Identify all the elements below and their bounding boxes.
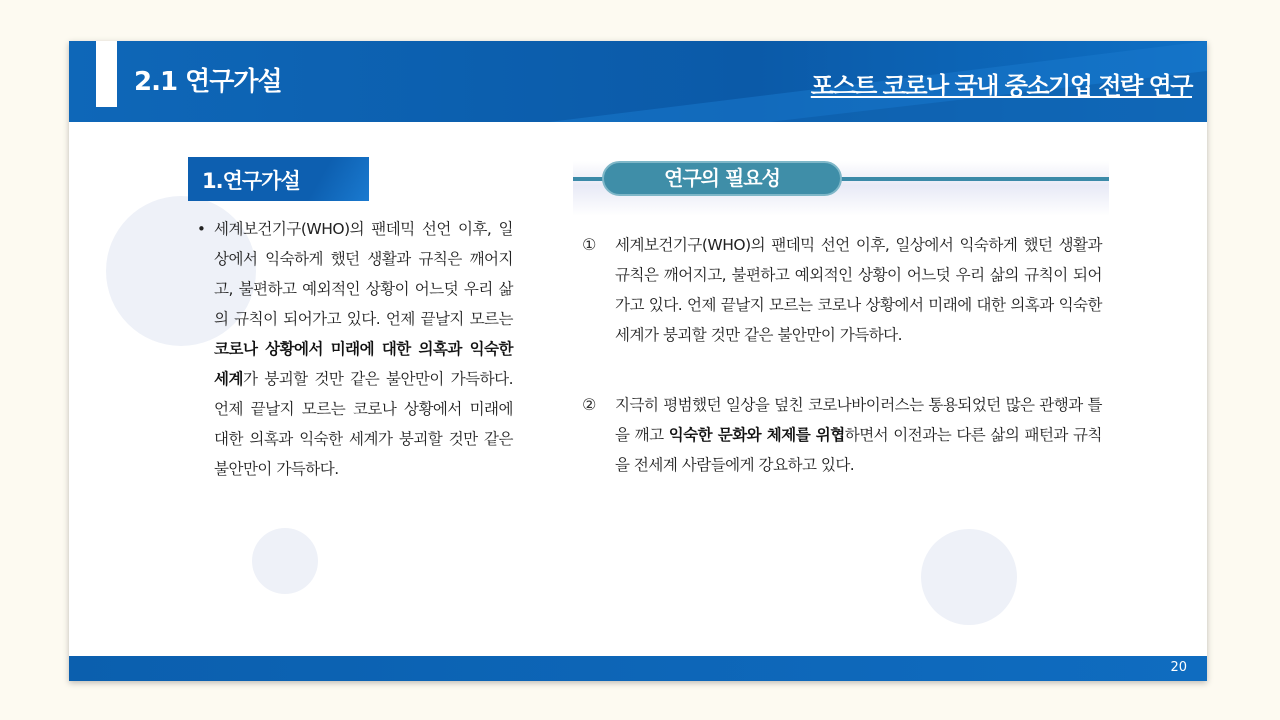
necessity-item-1 [582,230,1102,350]
item-number: ① [582,235,597,254]
section-title: 2.1 연구가설 [134,67,282,97]
header-bar [69,41,1207,122]
footer-bar [69,656,1207,681]
hypothesis-text-emphasis: 코로나 상황에서 미래에 대한 의혹과 익숙한 세계 [214,340,513,388]
report-title: 포스트 코로나 국내 중소기업 전략 연구 [810,72,1192,100]
research-hypothesis-label: 1.연구가설 [188,157,369,201]
hypothesis-text-part: 세계보건기구(WHO)의 팬데믹 선언 이후, 일상에서 익숙하게 했던 생활과 규칙은 깨어지고, 불편하고 예외적인 상황이 어느덧 우리 삶의 규칙이 되어가고 있다. 언제 끝날지 모르는 [214,220,513,328]
decorative-circle-right [921,529,1017,625]
decorative-circle-small [252,528,318,594]
slide [69,41,1207,681]
necessity-item-text: 세계보건기구(WHO)의 팬데믹 선언 이후, 일상에서 익숙하게 했던 생활과 규칙은 깨어지고, 불편하고 예외적인 상황이 어느덧 우리 삶의 규칙이 되어가고 있다. 언제 끝날지 모르는 코로나 상황에서 미래에 대한 의혹과 익숙한 세계가 붕괴할 것만 같은 불안만이 가득하다. [615,236,1102,344]
bullet-icon: • [197,220,206,238]
item-number: ② [582,395,597,414]
necessity-text-emphasis: 익숙한 문화와 체제를 위협 [668,426,845,444]
header-marker [96,41,117,107]
necessity-item-2 [582,390,1102,480]
page-number: 20 [1170,660,1187,675]
necessity-text-part: 하면서 이전과는 다른 삶의 패턴과 규칙을 전세계 사람들에게 강요하고 있다. [615,426,1102,474]
hypothesis-text [214,214,513,484]
necessity-text-part: 지극히 평범했던 일상을 덮친 코로나바이러스는 통용되었던 많은 관행과 틀을 깨고 [615,396,1102,444]
hypothesis-text-part: 가 붕괴할 것만 같은 불안만이 가득하다. 언제 끝날지 모르는 코로나 상황에서 미래에 대한 의혹과 익숙한 세계가 붕괴할 것만 같은 불안만이 가득하다. [214,370,513,478]
necessity-item-text [615,390,1102,480]
necessity-heading: 연구의 필요성 [602,161,842,196]
hypothesis-bullet [193,214,513,484]
